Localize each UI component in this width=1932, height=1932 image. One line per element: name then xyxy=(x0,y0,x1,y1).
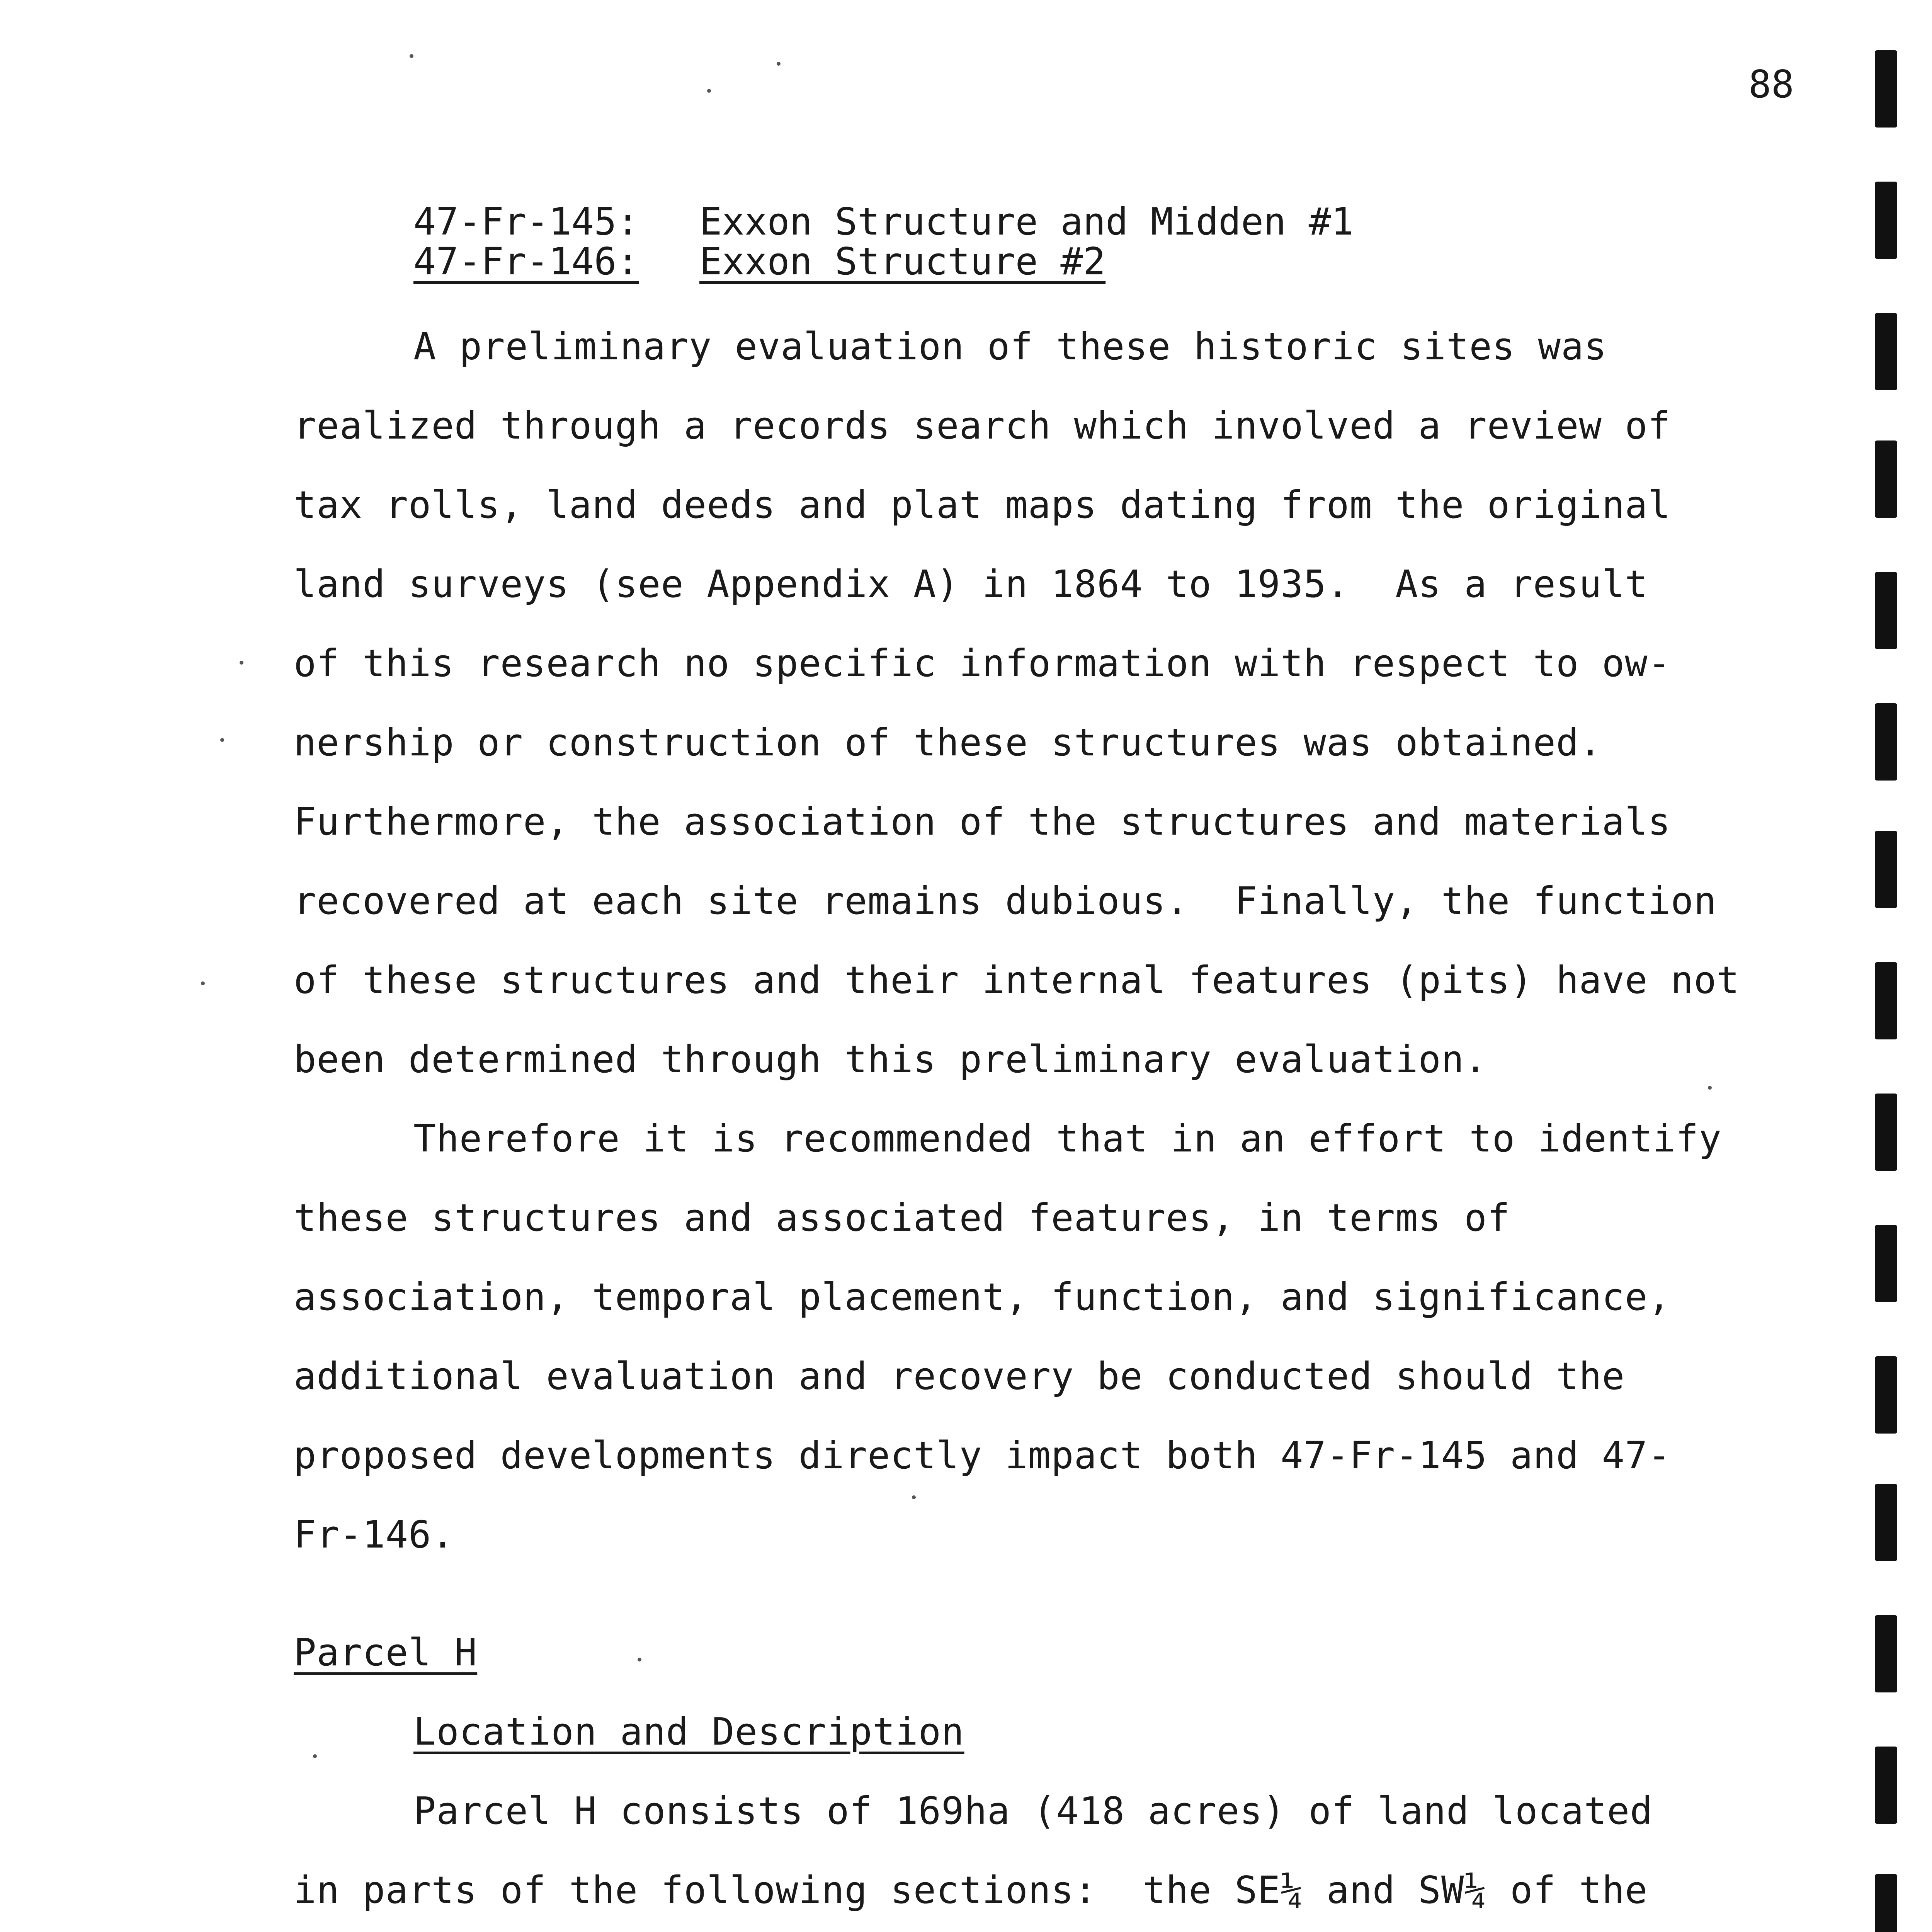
scan-speck xyxy=(1708,1086,1712,1090)
scan-mark xyxy=(1875,313,1897,390)
scan-mark xyxy=(1875,962,1897,1039)
paragraph-2-line: association, temporal placement, function, and significance, xyxy=(294,1275,1671,1319)
paragraph-2-line: Fr-146. xyxy=(294,1513,454,1556)
section-heading: Parcel H xyxy=(294,1631,478,1674)
scan-mark xyxy=(1875,182,1897,259)
site-id-145: 47-Fr-145: xyxy=(413,200,639,243)
scan-speck xyxy=(240,661,243,665)
scan-mark xyxy=(1875,1484,1897,1561)
paragraph-3-line: in parts of the following sections: the SE¼ and SW¼ of the xyxy=(294,1868,1648,1912)
paragraph-1-line: nership or construction of these structures was obtained. xyxy=(294,721,1602,764)
paragraph-1-line: land surveys (see Appendix A) in 1864 to 1935. As a result xyxy=(294,562,1648,606)
scan-speck xyxy=(410,54,413,58)
scan-speck xyxy=(201,981,205,985)
site-heading-1 xyxy=(413,200,1354,243)
scan-speck xyxy=(220,738,224,742)
scan-margin-marks xyxy=(1875,43,1898,1932)
paragraph-1-line: Furthermore, the association of the structures and materials xyxy=(294,800,1671,844)
scan-mark xyxy=(1875,572,1897,649)
scan-mark xyxy=(1875,703,1897,781)
paragraph-1-line: recovered at each site remains dubious. Finally, the function xyxy=(294,879,1717,923)
paragraph-1-line: of these structures and their internal features (pits) have not xyxy=(294,958,1740,1002)
scan-mark xyxy=(1875,1747,1897,1824)
scan-speck xyxy=(707,89,711,93)
paragraph-1-line: A preliminary evaluation of these historic sites was xyxy=(413,325,1607,368)
scan-speck xyxy=(777,62,781,66)
scan-mark xyxy=(1875,1356,1897,1434)
scan-speck xyxy=(912,1495,916,1499)
paragraph-1-line: of this research no specific information with respect to ow- xyxy=(294,641,1671,685)
paragraph-1-line: realized through a records search which involved a review of xyxy=(294,404,1671,447)
scan-mark xyxy=(1875,1225,1897,1302)
site-title-146: Exxon Structure #2 xyxy=(699,240,1106,283)
scan-mark xyxy=(1875,440,1897,518)
scan-mark xyxy=(1875,831,1897,908)
scan-speck xyxy=(313,1754,317,1758)
paragraph-1-line: been determined through this preliminary evaluation. xyxy=(294,1037,1487,1081)
paragraph-1-line: tax rolls, land deeds and plat maps dating from the original xyxy=(294,483,1671,527)
site-title-145: Exxon Structure and Midden #1 xyxy=(699,200,1354,243)
subsection-heading: Location and Description xyxy=(413,1710,964,1753)
scan-mark xyxy=(1875,1874,1897,1932)
paragraph-2-line: additional evaluation and recovery be conducted should the xyxy=(294,1354,1625,1398)
scan-mark xyxy=(1875,50,1897,128)
paragraph-2-line: Therefore it is recommended that in an effort to identify xyxy=(413,1117,1722,1160)
paragraph-2-line: these structures and associated features, in terms of xyxy=(294,1196,1510,1240)
paragraph-2-line: proposed developments directly impact both 47-Fr-145 and 47- xyxy=(294,1434,1671,1477)
paragraph-3-line: Parcel H consists of 169ha (418 acres) of land located xyxy=(413,1789,1653,1833)
scan-mark xyxy=(1875,1615,1897,1692)
scan-mark xyxy=(1875,1094,1897,1171)
scan-speck xyxy=(638,1658,641,1662)
page-number: 88 xyxy=(1748,63,1794,107)
site-heading-2 xyxy=(413,240,1106,283)
site-id-146: 47-Fr-146: xyxy=(413,240,639,283)
